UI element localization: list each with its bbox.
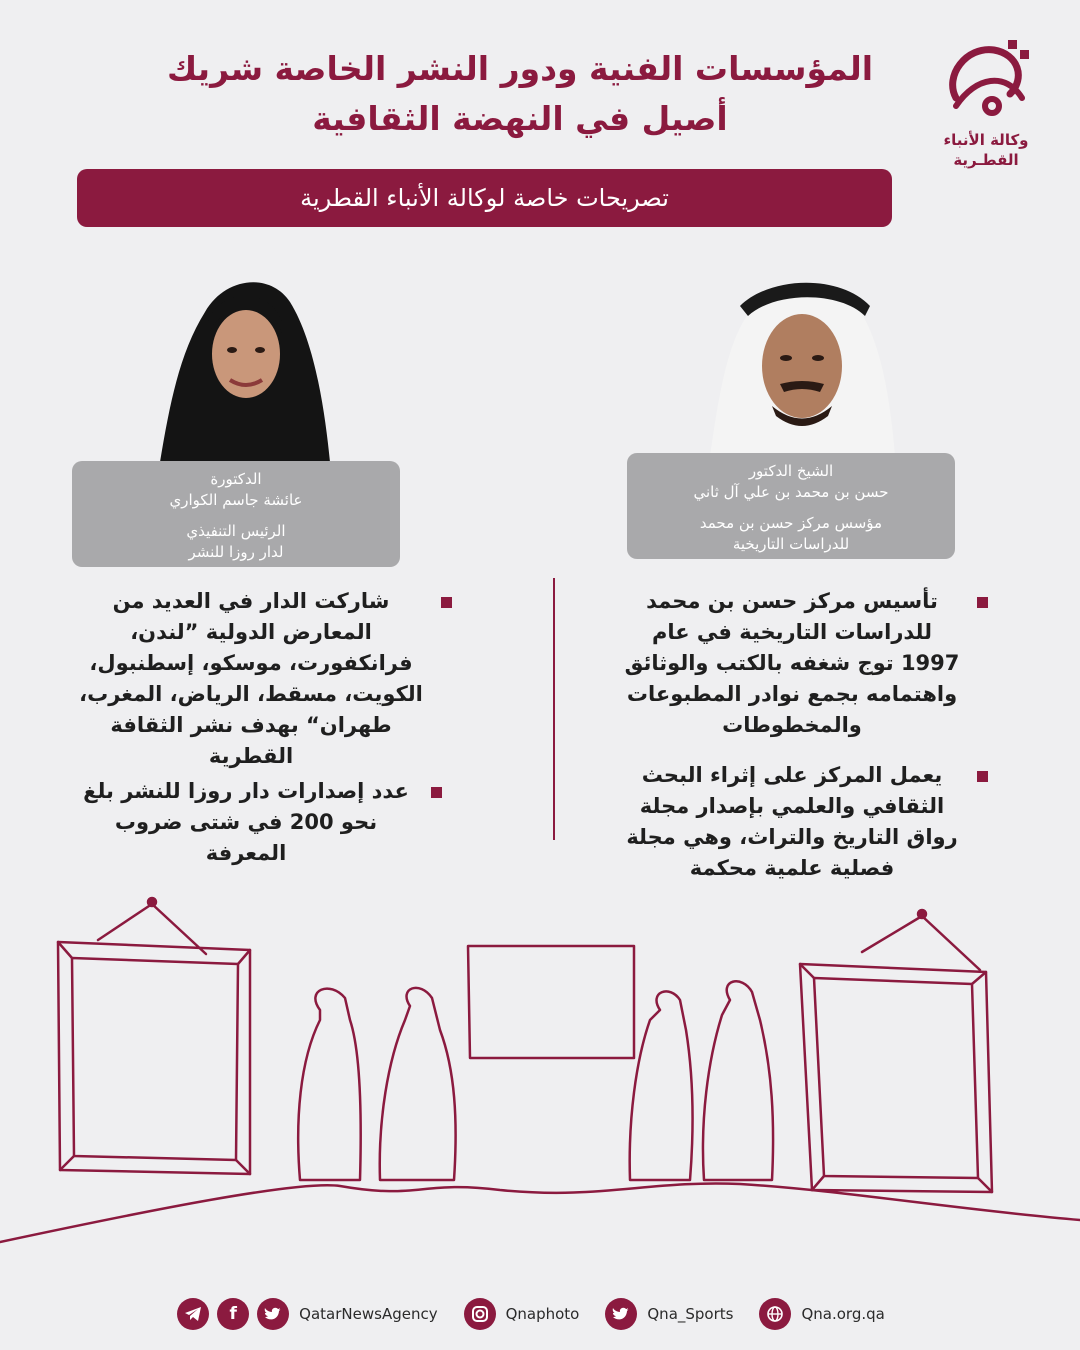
social-handle-link[interactable]: QatarNewsAgency [299,1305,438,1323]
left-person-photo [150,262,340,462]
sports-handle-link[interactable]: Qna_Sports [647,1305,734,1323]
gallery-illustration [0,880,1080,1280]
logo-text-line-1: وكالة الأنباء [943,131,1029,149]
title-line-1: المؤسسات الفنية ودور النشر الخاصة شريك [166,49,874,88]
twitter-sports-icon[interactable] [605,1298,637,1330]
bullet-square-icon [977,597,988,608]
left-bullet-2: عدد إصدارات دار روزا للنشر بلغ نحو 200 في شتى ضروب المعرفة [76,776,416,869]
page-title [110,44,930,144]
globe-icon[interactable] [759,1298,791,1330]
bullet-square-icon [977,771,988,782]
twitter-icon[interactable] [257,1298,289,1330]
instagram-handle-link[interactable]: Qnaphoto [505,1305,580,1323]
right-person-name: حسن بن محمد بن علي آل ثاني [693,483,889,501]
website-link[interactable]: Qna.org.qa [801,1305,885,1323]
right-person-title: الشيخ الدكتور [748,462,834,480]
bullet-square-icon [431,787,442,798]
left-person-title: الدكتورة [210,470,262,488]
telegram-icon[interactable] [177,1298,209,1330]
qna-logo [936,36,1036,176]
column-divider [553,578,555,840]
footer-social-bar [0,1292,1080,1336]
left-person-name: عائشة جاسم الكواري [169,491,303,509]
right-person-role-1: مؤسس مركز حسن بن محمد [699,514,883,532]
bullet-square-icon [441,597,452,608]
right-bullet-1: تأسيس مركز حسن بن محمد للدراسات التاريخية في عام 1997 توج شغفه بالكتب والوثائق واهتمامه بجمع نوادر المطبوعات والمخطوطات [622,586,962,741]
right-person-role-2: للدراسات التاريخية [732,535,850,553]
facebook-icon[interactable]: f [217,1298,249,1330]
logo-text-line-2: القطـرية [953,151,1019,169]
right-person-photo [690,266,915,456]
left-bullet-1: شاركت الدار في العديد من المعارض الدولية ”لندن، فرانكفورت، موسكو، إسطنبول، الكويت، مسقط، الرياض، المغرب، طهران“ بهدف نشر الثقافة القطرية [76,586,426,772]
left-person-role-1: الرئيس التنفيذي [186,522,286,540]
right-bullet-2: يعمل المركز على إثراء البحث الثقافي والعلمي بإصدار مجلة رواق التاريخ والتراث، وهي مجلة فصلية علمية محكمة [622,760,962,884]
subtitle-banner: تصريحات خاصة لوكالة الأنباء القطرية [77,169,892,227]
left-person-role-2: لدار روزا للنشر [188,543,284,561]
instagram-icon[interactable] [464,1298,496,1330]
title-line-2: أصيل في النهضة الثقافية [312,99,728,138]
qna-logo-icon [936,36,1036,126]
left-person-caption [72,461,400,567]
right-person-caption [627,453,955,559]
